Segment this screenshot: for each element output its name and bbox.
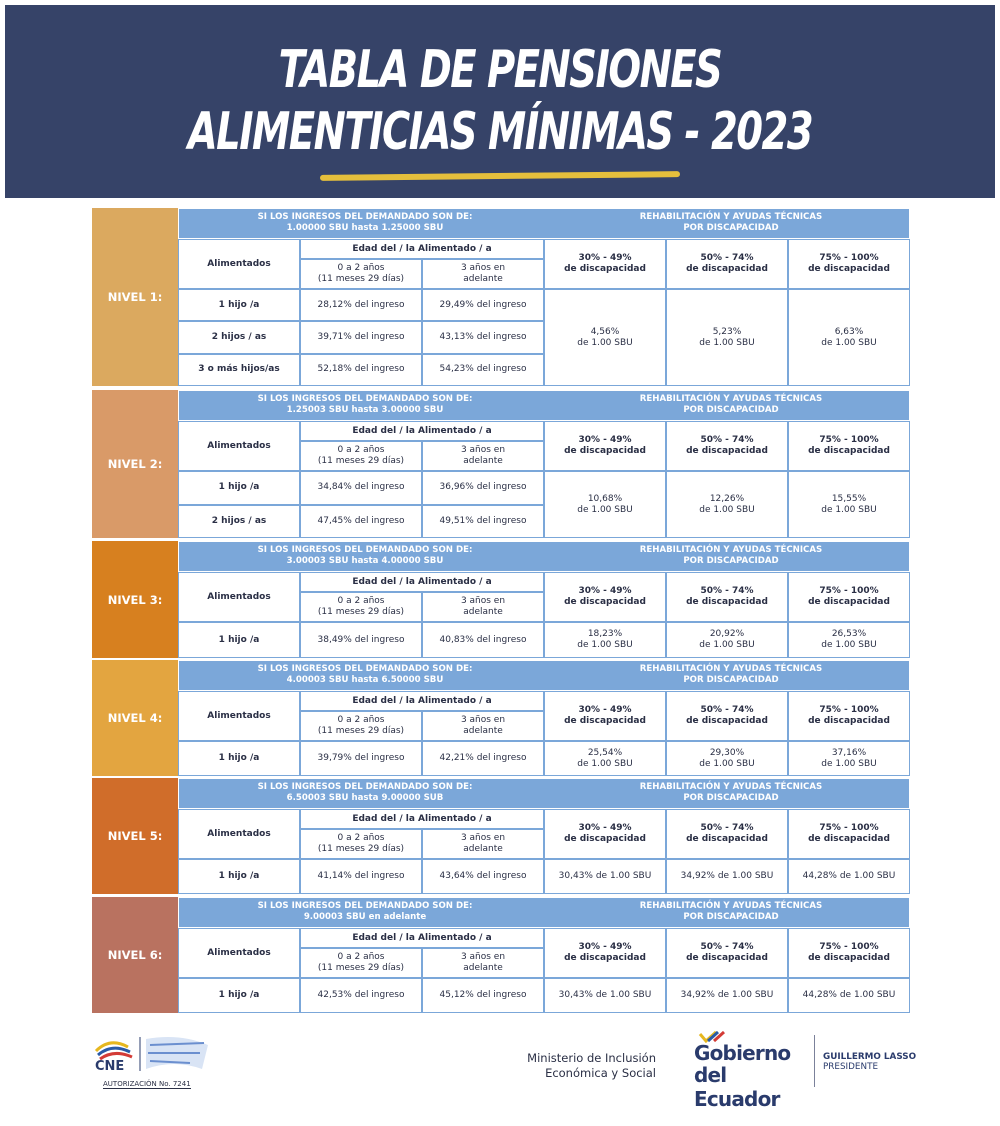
disability-value: 37,16% xyxy=(831,747,867,758)
level-header xyxy=(178,390,910,421)
pension-value: 49,51% del ingreso xyxy=(439,515,527,526)
level-label: NIVEL 1: xyxy=(92,208,178,386)
president-credit xyxy=(823,1052,916,1072)
age-range-0-2 xyxy=(300,948,422,978)
disability-value: 25,54% xyxy=(587,747,623,758)
level-table xyxy=(178,897,910,1013)
income-range-heading xyxy=(179,394,551,416)
income-range-heading xyxy=(179,212,551,234)
disability-suffix: de discapacidad xyxy=(564,446,646,456)
age-group-label: Edad del / la Alimentado / a xyxy=(352,813,492,824)
disability-value-cell xyxy=(788,859,910,894)
disability-suffix: de discapacidad xyxy=(564,264,646,274)
gobierno-line1: Gobierno xyxy=(694,1041,791,1065)
pension-cell-age-3-plus xyxy=(422,505,544,539)
pension-value: 43,13% del ingreso xyxy=(439,331,527,342)
disability-range: 30% - 49% xyxy=(578,705,632,715)
disability-range: 50% - 74% xyxy=(700,705,754,715)
disability-range-header xyxy=(544,928,666,978)
level-label: NIVEL 2: xyxy=(92,390,178,538)
income-range: 4.00003 SBU hasta 6.50000 SBU xyxy=(286,675,444,685)
disability-value-cell xyxy=(666,622,788,658)
disability-unit: de 1.00 SBU xyxy=(821,504,877,515)
alimentados-header xyxy=(178,421,300,471)
disability-range-header xyxy=(788,421,910,471)
pension-cell-age-0-2 xyxy=(300,321,422,353)
alimentados-label: Alimentados xyxy=(207,591,271,602)
age-range-3-plus xyxy=(422,948,544,978)
rehab-line2: POR DISCAPACIDAD xyxy=(683,556,779,566)
rehab-line2: POR DISCAPACIDAD xyxy=(683,793,779,803)
rehab-line2: POR DISCAPACIDAD xyxy=(683,912,779,922)
age-group-label: Edad del / la Alimentado / a xyxy=(352,243,492,254)
age-range-3-plus xyxy=(422,711,544,741)
pension-cell-age-3-plus xyxy=(422,471,544,505)
level-block xyxy=(92,208,910,386)
age-range-0-2 xyxy=(300,259,422,289)
disability-suffix: de discapacidad xyxy=(686,597,768,607)
disability-value: 18,23% xyxy=(587,629,623,639)
disability-unit: de 1.00 SBU xyxy=(821,640,877,650)
age2-line1: 3 años en xyxy=(460,263,506,273)
level-table xyxy=(178,541,910,658)
rehab-heading xyxy=(551,212,911,234)
level-header xyxy=(178,778,910,809)
alimentados-header xyxy=(178,572,300,622)
title-banner xyxy=(5,5,995,198)
income-prefix: SI LOS INGRESOS DEL DEMANDADO SON DE: xyxy=(257,901,473,911)
age-range-0-2 xyxy=(300,711,422,741)
age1-line1: 0 a 2 años xyxy=(337,715,385,725)
age-range-0-2 xyxy=(300,829,422,859)
income-prefix: SI LOS INGRESOS DEL DEMANDADO SON DE: xyxy=(257,664,473,674)
disability-range: 75% - 100% xyxy=(819,823,879,833)
ministry-line1: Ministerio de Inclusión xyxy=(527,1051,656,1065)
level-header xyxy=(178,541,910,572)
age1-line2: (11 meses 29 días) xyxy=(317,607,405,617)
children-label: 1 hijo /a xyxy=(218,299,260,310)
disability-range-header xyxy=(788,809,910,859)
alimentados-label: Alimentados xyxy=(207,258,271,269)
income-range-heading xyxy=(179,901,551,923)
pension-value: 28,12% del ingreso xyxy=(317,299,405,310)
age-group-label: Edad del / la Alimentado / a xyxy=(352,425,492,436)
level-header xyxy=(178,208,910,239)
level-label: NIVEL 4: xyxy=(92,660,178,776)
disability-value-cell xyxy=(544,289,666,386)
pension-value: 34,84% del ingreso xyxy=(317,482,405,493)
pension-value: 42,21% del ingreso xyxy=(439,753,527,763)
disability-suffix: de discapacidad xyxy=(808,264,890,274)
income-prefix: SI LOS INGRESOS DEL DEMANDADO SON DE: xyxy=(257,212,473,222)
age-range-0-2 xyxy=(300,441,422,471)
disability-suffix: de discapacidad xyxy=(686,953,768,963)
disability-range-header xyxy=(544,421,666,471)
pension-cell-age-0-2 xyxy=(300,859,422,894)
children-label: 3 o más hijos/as xyxy=(198,364,280,375)
income-prefix: SI LOS INGRESOS DEL DEMANDADO SON DE: xyxy=(257,782,473,792)
pension-value: 29,49% del ingreso xyxy=(439,299,527,310)
rehab-line2: POR DISCAPACIDAD xyxy=(683,675,779,685)
rehab-heading xyxy=(551,394,911,416)
disability-value-cell xyxy=(788,741,910,776)
disability-range: 30% - 49% xyxy=(578,435,632,445)
disability-range-header xyxy=(666,572,788,622)
disability-range: 30% - 49% xyxy=(578,586,632,596)
disability-range-header xyxy=(544,572,666,622)
children-label-cell xyxy=(178,622,300,658)
ministry-line2: Económica y Social xyxy=(545,1066,656,1080)
income-range-heading xyxy=(179,545,551,567)
age2-line1: 3 años en xyxy=(460,833,506,843)
disability-suffix: de discapacidad xyxy=(564,597,646,607)
cne-abbreviation: CNE xyxy=(95,1059,125,1074)
children-label-cell xyxy=(178,978,300,1013)
disability-suffix: de discapacidad xyxy=(564,716,646,726)
children-label: 2 hijos / as xyxy=(211,331,267,342)
level-table xyxy=(178,660,910,776)
disability-unit: de 1.00 SBU xyxy=(699,758,755,769)
pension-cell-age-0-2 xyxy=(300,289,422,321)
age2-line2: adelante xyxy=(463,607,503,617)
gobierno-line2: del Ecuador xyxy=(694,1063,780,1111)
alimentados-label: Alimentados xyxy=(207,947,271,958)
disability-range: 30% - 49% xyxy=(578,253,632,263)
age1-line1: 0 a 2 años xyxy=(337,263,385,273)
children-label-cell xyxy=(178,505,300,539)
age-group-header xyxy=(300,572,544,592)
pension-cell-age-3-plus xyxy=(422,321,544,353)
disability-unit: de 1.00 SBU xyxy=(577,640,633,650)
children-label-cell xyxy=(178,741,300,776)
disability-range-header xyxy=(544,239,666,289)
disability-suffix: de discapacidad xyxy=(686,264,768,274)
children-label: 2 hijos / as xyxy=(211,515,267,526)
disability-value: 26,53% xyxy=(831,629,867,639)
children-label-cell xyxy=(178,289,300,321)
disability-range: 30% - 49% xyxy=(578,823,632,833)
age1-line2: (11 meses 29 días) xyxy=(317,274,405,284)
age-range-0-2 xyxy=(300,592,422,622)
disability-value-cell xyxy=(544,978,666,1013)
authorization-number: AUTORIZACIÓN No. 7241 xyxy=(103,1080,191,1088)
pension-value: 40,83% del ingreso xyxy=(439,634,527,645)
level-block xyxy=(92,778,910,894)
pension-value: 52,18% del ingreso xyxy=(317,364,405,375)
level-block xyxy=(92,660,910,776)
age1-line2: (11 meses 29 días) xyxy=(317,726,405,736)
rehab-line1: REHABILITACIÓN Y AYUDAS TÉCNICAS xyxy=(639,394,823,404)
disability-range: 50% - 74% xyxy=(700,586,754,596)
disability-unit: de 1.00 SBU xyxy=(821,758,877,769)
disability-range: 50% - 74% xyxy=(700,942,754,952)
pension-cell-age-0-2 xyxy=(300,471,422,505)
disability-range: 75% - 100% xyxy=(819,705,879,715)
level-table xyxy=(178,390,910,538)
disability-unit: de 1.00 SBU xyxy=(699,640,755,650)
disability-suffix: de discapacidad xyxy=(808,597,890,607)
disability-value-cell xyxy=(666,978,788,1013)
disability-value: 44,28% de 1.00 SBU xyxy=(802,871,896,881)
pension-cell-age-3-plus xyxy=(422,859,544,894)
rehab-line1: REHABILITACIÓN Y AYUDAS TÉCNICAS xyxy=(639,212,823,222)
disability-range: 50% - 74% xyxy=(700,435,754,445)
footer xyxy=(0,1015,1000,1126)
alimentados-label: Alimentados xyxy=(207,828,271,839)
disability-value: 30,43% de 1.00 SBU xyxy=(558,990,652,1000)
disability-value-cell xyxy=(788,978,910,1013)
pension-cell-age-3-plus xyxy=(422,978,544,1013)
age1-line1: 0 a 2 años xyxy=(337,833,385,843)
rehab-heading xyxy=(551,545,911,567)
logo-divider xyxy=(814,1035,815,1087)
disability-value-cell xyxy=(666,289,788,386)
rehab-heading xyxy=(551,782,911,804)
disability-value: 34,92% de 1.00 SBU xyxy=(680,871,774,881)
children-label-cell xyxy=(178,859,300,894)
level-header xyxy=(178,660,910,691)
pension-value: 36,96% del ingreso xyxy=(439,482,527,493)
disability-range-header xyxy=(544,809,666,859)
income-range-heading xyxy=(179,782,551,804)
disability-range-header xyxy=(544,691,666,741)
pension-value: 41,14% del ingreso xyxy=(317,871,405,881)
disability-range-header xyxy=(666,928,788,978)
pension-cell-age-0-2 xyxy=(300,741,422,776)
disability-unit: de 1.00 SBU xyxy=(577,504,633,515)
alimentados-label: Alimentados xyxy=(207,440,271,451)
pension-value: 38,49% del ingreso xyxy=(317,634,405,645)
level-block xyxy=(92,897,910,1013)
disability-suffix: de discapacidad xyxy=(686,716,768,726)
children-label-cell xyxy=(178,354,300,386)
pension-cell-age-3-plus xyxy=(422,741,544,776)
president-title: PRESIDENTE xyxy=(823,1062,878,1072)
age-group-header xyxy=(300,691,544,711)
rehab-line1: REHABILITACIÓN Y AYUDAS TÉCNICAS xyxy=(639,901,823,911)
age2-line1: 3 años en xyxy=(460,596,506,606)
disability-range-header xyxy=(666,691,788,741)
rehab-line1: REHABILITACIÓN Y AYUDAS TÉCNICAS xyxy=(639,782,823,792)
gobierno-logo xyxy=(694,1035,818,1111)
pension-value: 42,53% del ingreso xyxy=(317,990,405,1000)
income-range-heading xyxy=(179,664,551,686)
age2-line2: adelante xyxy=(463,844,503,854)
pension-cell-age-0-2 xyxy=(300,622,422,658)
pension-cell-age-3-plus xyxy=(422,622,544,658)
disability-value-cell xyxy=(666,741,788,776)
disability-suffix: de discapacidad xyxy=(564,834,646,844)
disability-value-cell xyxy=(666,471,788,538)
disability-range-header xyxy=(666,421,788,471)
children-label: 1 hijo /a xyxy=(218,871,260,881)
children-label: 1 hijo /a xyxy=(218,753,260,763)
age-group-label: Edad del / la Alimentado / a xyxy=(352,576,492,587)
rehab-heading xyxy=(551,901,911,923)
disability-range: 75% - 100% xyxy=(819,435,879,445)
disability-unit: de 1.00 SBU xyxy=(577,337,633,348)
rehab-line1: REHABILITACIÓN Y AYUDAS TÉCNICAS xyxy=(639,664,823,674)
disability-value: 12,26% xyxy=(709,493,745,504)
age2-line2: adelante xyxy=(463,726,503,736)
age-group-label: Edad del / la Alimentado / a xyxy=(352,695,492,706)
income-prefix: SI LOS INGRESOS DEL DEMANDADO SON DE: xyxy=(257,545,473,555)
pension-value: 47,45% del ingreso xyxy=(317,515,405,526)
age1-line1: 0 a 2 años xyxy=(337,445,385,455)
disability-range-header xyxy=(788,572,910,622)
pension-cell-age-0-2 xyxy=(300,354,422,386)
disability-range: 75% - 100% xyxy=(819,253,879,263)
age2-line2: adelante xyxy=(463,274,503,284)
page-title-line2: ALIMENTICIAS MÍNIMAS - 2023 xyxy=(187,102,813,162)
age-group-label: Edad del / la Alimentado / a xyxy=(352,932,492,943)
children-label: 1 hijo /a xyxy=(218,482,260,493)
disability-range: 75% - 100% xyxy=(819,586,879,596)
pension-value: 43,64% del ingreso xyxy=(439,871,527,881)
age1-line2: (11 meses 29 días) xyxy=(317,963,405,973)
disability-value-cell xyxy=(544,471,666,538)
disability-suffix: de discapacidad xyxy=(808,834,890,844)
title-underline xyxy=(320,171,680,181)
alimentados-header xyxy=(178,809,300,859)
disability-value: 30,43% de 1.00 SBU xyxy=(558,871,652,881)
disability-value-cell xyxy=(788,622,910,658)
disability-unit: de 1.00 SBU xyxy=(699,504,755,515)
level-block xyxy=(92,390,910,538)
disability-range-header xyxy=(666,809,788,859)
disability-value-cell xyxy=(788,289,910,386)
pension-value: 54,23% del ingreso xyxy=(439,364,527,375)
level-block xyxy=(92,541,910,658)
age-range-3-plus xyxy=(422,829,544,859)
disability-suffix: de discapacidad xyxy=(686,834,768,844)
age2-line1: 3 años en xyxy=(460,445,506,455)
age2-line2: adelante xyxy=(463,456,503,466)
rehab-line2: POR DISCAPACIDAD xyxy=(683,223,779,233)
disability-value: 29,30% xyxy=(709,747,745,758)
age1-line2: (11 meses 29 días) xyxy=(317,456,405,466)
disability-value: 44,28% de 1.00 SBU xyxy=(802,990,896,1000)
disability-range-header xyxy=(788,691,910,741)
rehab-line2: POR DISCAPACIDAD xyxy=(683,405,779,415)
disability-value-cell xyxy=(666,859,788,894)
pension-cell-age-0-2 xyxy=(300,978,422,1013)
disability-value: 6,63% xyxy=(834,326,864,337)
disability-value: 5,23% xyxy=(712,326,742,337)
disability-range: 75% - 100% xyxy=(819,942,879,952)
income-range: 1.25003 SBU hasta 3.00000 SBU xyxy=(286,405,444,415)
income-range: 9.00003 SBU en adelante xyxy=(303,912,427,922)
disability-suffix: de discapacidad xyxy=(564,953,646,963)
age2-line1: 3 años en xyxy=(460,952,506,962)
disability-suffix: de discapacidad xyxy=(808,953,890,963)
disability-value: 20,92% xyxy=(709,629,745,639)
disability-range: 50% - 74% xyxy=(700,823,754,833)
age1-line1: 0 a 2 años xyxy=(337,952,385,962)
disability-range-header xyxy=(788,928,910,978)
income-range: 3.00003 SBU hasta 4.00000 SBU xyxy=(286,556,444,566)
disability-range: 30% - 49% xyxy=(578,942,632,952)
income-range: 1.00000 SBU hasta 1.25000 SBU xyxy=(286,223,444,233)
age-range-3-plus xyxy=(422,592,544,622)
level-table xyxy=(178,778,910,894)
disability-value-cell xyxy=(544,622,666,658)
disability-value-cell xyxy=(544,741,666,776)
ministry-name xyxy=(468,1051,656,1081)
rehab-heading xyxy=(551,664,911,686)
level-table xyxy=(178,208,910,386)
pension-value: 39,79% del ingreso xyxy=(317,753,405,763)
level-header xyxy=(178,897,910,928)
children-label: 1 hijo /a xyxy=(218,634,260,645)
level-label: NIVEL 5: xyxy=(92,778,178,894)
disability-value: 10,68% xyxy=(587,493,623,504)
disability-range-header xyxy=(666,239,788,289)
disability-suffix: de discapacidad xyxy=(808,446,890,456)
disability-range: 50% - 74% xyxy=(700,253,754,263)
children-label-cell xyxy=(178,471,300,505)
disability-suffix: de discapacidad xyxy=(808,716,890,726)
alimentados-header xyxy=(178,691,300,741)
president-name: GUILLERMO LASSO xyxy=(823,1052,917,1062)
disability-value: 15,55% xyxy=(831,493,867,504)
pension-cell-age-3-plus xyxy=(422,354,544,386)
pension-cell-age-3-plus xyxy=(422,289,544,321)
age2-line1: 3 años en xyxy=(460,715,506,725)
disability-suffix: de discapacidad xyxy=(686,446,768,456)
age-range-3-plus xyxy=(422,441,544,471)
pension-value: 39,71% del ingreso xyxy=(317,331,405,342)
disability-unit: de 1.00 SBU xyxy=(577,758,633,769)
age2-line2: adelante xyxy=(463,963,503,973)
page-title-line1: TABLA DE PENSIONES xyxy=(278,40,722,100)
disability-unit: de 1.00 SBU xyxy=(821,337,877,348)
disability-value: 34,92% de 1.00 SBU xyxy=(680,990,774,1000)
age-group-header xyxy=(300,809,544,829)
income-prefix: SI LOS INGRESOS DEL DEMANDADO SON DE: xyxy=(257,394,473,404)
disability-value: 4,56% xyxy=(590,326,620,337)
level-label: NIVEL 6: xyxy=(92,897,178,1013)
disability-value-cell xyxy=(544,859,666,894)
age-group-header xyxy=(300,239,544,259)
pension-cell-age-0-2 xyxy=(300,505,422,539)
disability-unit: de 1.00 SBU xyxy=(699,337,755,348)
disability-value-cell xyxy=(788,471,910,538)
age1-line1: 0 a 2 años xyxy=(337,596,385,606)
age-range-3-plus xyxy=(422,259,544,289)
income-range: 6.50003 SBU hasta 9.00000 SUB xyxy=(286,793,444,803)
pension-value: 45,12% del ingreso xyxy=(439,990,527,1000)
age-group-header xyxy=(300,928,544,948)
age-group-header xyxy=(300,421,544,441)
children-label: 1 hijo /a xyxy=(218,990,260,1000)
cne-logo xyxy=(90,1033,212,1075)
alimentados-label: Alimentados xyxy=(207,710,271,721)
disability-range-header xyxy=(788,239,910,289)
age1-line2: (11 meses 29 días) xyxy=(317,844,405,854)
alimentados-header xyxy=(178,239,300,289)
level-label: NIVEL 3: xyxy=(92,541,178,658)
children-label-cell xyxy=(178,321,300,353)
rehab-line1: REHABILITACIÓN Y AYUDAS TÉCNICAS xyxy=(639,545,823,555)
alimentados-header xyxy=(178,928,300,978)
